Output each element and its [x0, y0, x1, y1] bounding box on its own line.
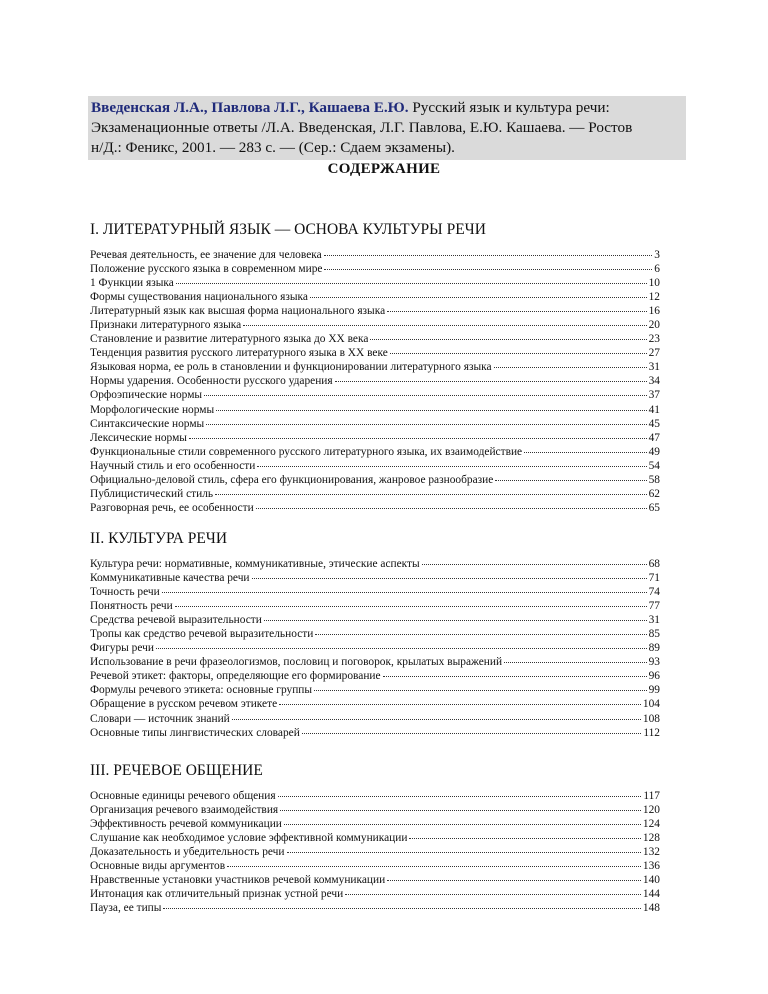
biblio-line-2: Экзаменационные ответы /Л.А. Введенская, Л.Г. Павлова, Е.Ю. Кашаева. — Ростов: [91, 119, 633, 136]
toc-entry-title: Точность речи: [90, 586, 160, 599]
toc-entry-title: Разговорная речь, ее особенности: [90, 501, 254, 514]
toc-entry-page: 112: [643, 726, 660, 739]
toc-entry-title: Синтаксические нормы: [90, 417, 205, 430]
toc-entry-page: 23: [648, 333, 660, 346]
biblio-line-3: н/Д.: Феникс, 2001. — 283 с. — (Сер.: Сдаем экзамены).: [91, 139, 455, 156]
toc-entry-page: 31: [648, 361, 660, 374]
toc-entry-title: Тропы как средство речевой выразительности: [90, 628, 314, 641]
toc-entry-page: 47: [648, 431, 660, 444]
toc-entry-page: 71: [648, 572, 660, 585]
toc-entry-title: Пауза, ее типы: [90, 902, 162, 915]
toc-entry-title: Фигуры речи: [90, 642, 154, 655]
section-1: [90, 221, 660, 515]
dot-leader: [232, 710, 641, 720]
dot-leader: [314, 681, 647, 691]
dot-leader: [324, 260, 652, 270]
section-3: [90, 762, 660, 915]
dot-leader: [280, 801, 641, 811]
dot-leader: [302, 724, 642, 734]
toc-entry-page: 117: [643, 790, 660, 802]
dot-leader: [383, 667, 647, 677]
dot-leader: [257, 457, 646, 467]
dot-leader: [387, 302, 646, 312]
toc-entry-title: Положение русского языка в современном мире: [90, 263, 323, 276]
dot-leader: [284, 815, 641, 825]
dot-leader: [215, 485, 647, 495]
dot-leader: [264, 611, 647, 621]
dot-leader: [216, 401, 646, 411]
toc-entry-title: Понятность речи: [90, 600, 173, 613]
toc-entry-title: Морфологические нормы: [90, 403, 215, 416]
toc-entry-title: Научный стиль и его особенности: [90, 459, 256, 472]
toc-entry-title: Официально-деловой стиль, сфера его функционирования, жанровое разнообразие: [90, 473, 494, 486]
toc-entry-title: Формулы речевого этикета: основные группы: [90, 684, 313, 697]
dot-leader: [189, 429, 647, 439]
dot-leader: [387, 871, 641, 881]
toc-entry-page: 74: [648, 586, 660, 599]
toc-entry-title: Доказательность и убедительность речи: [90, 846, 285, 859]
toc-entry-title: Эффективность речевой коммуникации: [90, 818, 282, 831]
dot-leader: [504, 653, 647, 663]
toc-entry[interactable]: [90, 501, 660, 515]
toc-entry-page: 132: [642, 846, 660, 859]
toc-entry-title: Обращение в русском речевом этикете: [90, 698, 278, 711]
dot-leader: [227, 857, 641, 867]
dot-leader: [163, 899, 640, 909]
dot-leader: [256, 499, 647, 509]
toc-entry-page: 20: [648, 319, 660, 332]
toc-entry[interactable]: [90, 726, 660, 740]
toc-entry-page: 99: [648, 684, 660, 697]
toc-entry-page: 148: [642, 902, 660, 915]
toc-entry-page: 136: [642, 860, 660, 873]
dot-leader: [279, 695, 641, 705]
toc-entry-page: 144: [642, 888, 660, 901]
dot-leader: [495, 471, 646, 481]
dot-leader: [390, 344, 647, 354]
toc-entry-title: Становление и развитие литературного языка до XX века: [90, 333, 369, 346]
toc-entry-title: Основные типы лингвистических словарей: [90, 726, 300, 739]
toc-entry-title: Интонация как отличительный признак устной речи: [90, 888, 344, 901]
toc-entry-title: Речевая деятельность, ее значение для человека: [90, 249, 322, 261]
toc-entry-page: 62: [648, 487, 660, 500]
toc-entry-title: Основные виды аргументов: [90, 860, 226, 873]
toc-entry-page: 49: [648, 445, 660, 458]
toc-entry-page: 6: [654, 263, 660, 276]
toc-entry-title: Средства речевой выразительности: [90, 614, 262, 627]
toc-entry-page: 68: [648, 558, 660, 570]
toc-entry-title: Нормы ударения. Особенности русского ударения: [90, 375, 333, 388]
toc-entry-title: Нравственные установки участников речевой коммуникации: [90, 874, 386, 887]
dot-leader: [204, 386, 647, 396]
dot-leader: [287, 843, 641, 853]
toc-entry-page: 93: [648, 656, 660, 669]
toc-entry-title: Коммуникативные качества речи: [90, 572, 250, 585]
dot-leader: [335, 372, 647, 382]
section-2: [90, 530, 660, 740]
toc-list: [90, 557, 660, 740]
toc-entry-page: 34: [648, 375, 660, 388]
biblio-title: Русский язык и культура речи:: [408, 99, 610, 116]
toc-entry-title: 1 Функции языка: [90, 277, 174, 290]
dot-leader: [409, 829, 640, 839]
dot-leader: [206, 415, 646, 425]
toc-entry-title: Языковая норма, ее роль в становлении и функционировании литературного языка: [90, 361, 492, 374]
toc-entry-title: Признаки литературного языка: [90, 319, 242, 332]
dot-leader: [494, 358, 647, 368]
dot-leader: [310, 288, 647, 298]
toc-entry-title: Речевой этикет: факторы, определяющие его формирование: [90, 670, 381, 683]
toc-entry-page: 104: [642, 698, 660, 711]
toc-entry-page: 128: [642, 832, 660, 845]
toc-entry-page: 16: [648, 305, 660, 318]
toc-entry-page: 37: [648, 389, 660, 402]
toc-entry-page: 96: [648, 670, 660, 683]
toc-entry-title: Культура речи: нормативные, коммуникативные, этические аспекты: [90, 558, 420, 570]
toc-entry-title: Организация речевого взаимодействия: [90, 804, 279, 817]
toc-entry-page: 27: [648, 347, 660, 360]
toc-entry-page: 58: [648, 473, 660, 486]
toc-entry[interactable]: [90, 901, 660, 915]
toc-entry-page: 120: [642, 804, 660, 817]
toc-list: [90, 789, 660, 915]
toc-list: [90, 248, 660, 515]
dot-leader: [156, 639, 647, 649]
toc-entry-page: 12: [648, 291, 660, 304]
dot-leader: [278, 787, 642, 797]
toc-entry-title: Использование в речи фразеологизмов, пословиц и поговорок, крылатых выражений: [90, 656, 503, 669]
toc-entry-page: 108: [642, 712, 660, 725]
biblio-authors: Введенская Л.А., Павлова Л.Г., Кашаева Е.Ю.: [91, 99, 409, 116]
toc-entry-page: 54: [648, 459, 660, 472]
toc-entry-title: Функциональные стили современного русского литературного языка, их взаимодействие: [90, 445, 523, 458]
toc-entry-page: 89: [648, 642, 660, 655]
dot-leader: [422, 555, 647, 565]
toc-entry-title: Литературный язык как высшая форма национального языка: [90, 305, 386, 318]
toc-entry-page: 140: [642, 874, 660, 887]
toc-entry-page: 41: [648, 403, 660, 416]
toc-entry-page: 31: [648, 614, 660, 627]
dot-leader: [315, 625, 646, 635]
toc-entry-page: 65: [648, 501, 660, 514]
section-heading: II. КУЛЬТУРА РЕЧИ: [90, 530, 228, 547]
section-heading: III. РЕЧЕВОЕ ОБЩЕНИЕ: [90, 762, 263, 779]
dot-leader: [370, 330, 646, 340]
toc-entry-page: 45: [648, 417, 660, 430]
dot-leader: [324, 246, 653, 256]
toc-entry-page: 3: [654, 249, 660, 261]
toc-entry-title: Тенденция развития русского литературного языка в XX веке: [90, 347, 388, 360]
dot-leader: [345, 885, 641, 895]
dot-leader: [252, 569, 647, 579]
toc-entry-title: Орфоэпические нормы: [90, 389, 203, 402]
dot-leader: [243, 316, 646, 326]
toc-entry-title: Лексические нормы: [90, 431, 187, 444]
toc-entry-title: Публицистический стиль: [90, 487, 214, 500]
section-heading: I. ЛИТЕРАТУРНЫЙ ЯЗЫК — ОСНОВА КУЛЬТУРЫ РЕЧИ: [90, 221, 486, 238]
toc-entry-title: Формы существования национального языка: [90, 291, 308, 304]
toc-entry-title: Основные единицы речевого общения: [90, 790, 276, 802]
bibliographic-reference: [88, 96, 686, 160]
dot-leader: [175, 597, 647, 607]
toc-entry-page: 124: [642, 818, 660, 831]
contents-heading: СОДЕРЖАНИЕ: [327, 161, 441, 177]
toc-entry-page: 77: [648, 600, 660, 613]
dot-leader: [176, 274, 647, 284]
toc-entry-page: 85: [648, 628, 660, 641]
toc-entry-page: 10: [648, 277, 660, 290]
dot-leader: [524, 443, 646, 453]
toc-entry-title: Слушание как необходимое условие эффективной коммуникации: [90, 832, 408, 845]
toc-entry-title: Словари — источник знаний: [90, 712, 230, 725]
dot-leader: [162, 583, 647, 593]
